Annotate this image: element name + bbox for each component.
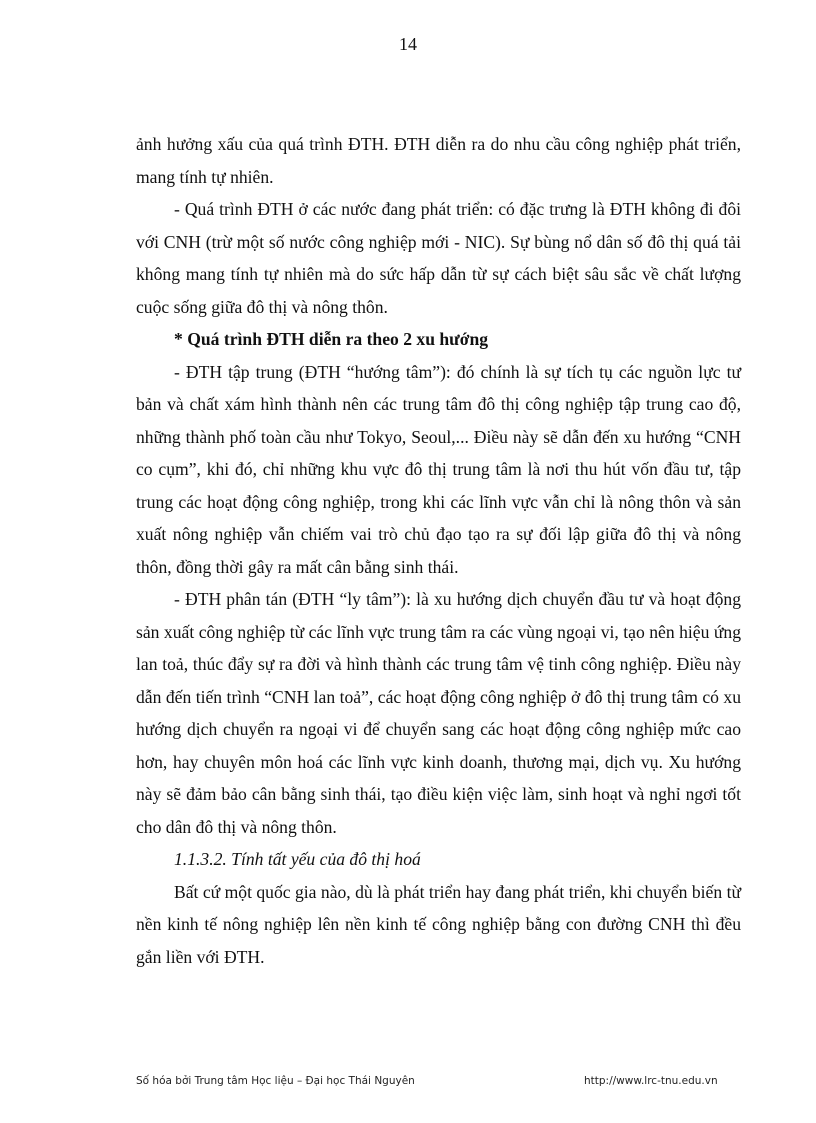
footer-url: http://www.lrc-tnu.edu.vn — [584, 1075, 718, 1087]
subsection-heading: 1.1.3.2. Tính tất yếu của đô thị hoá — [174, 849, 421, 869]
section-heading-trends: * Quá trình ĐTH diễn ra theo 2 xu hướng — [174, 329, 489, 349]
paragraph-2: - Quá trình ĐTH ở các nước đang phát triển: có đặc trưng là ĐTH không đi đôi với CNH (trừ một số nước công nghiệp mới - NIC). Sự bùng nổ dân số đô thị quá tải không mang tính tự nhiên mà do sức hấp dẫn từ sự cách biệt sâu sắc về chất lượng cuộc sống giữa đô thị và nông thôn. — [136, 199, 741, 317]
page-number: 14 — [399, 34, 417, 54]
paragraph-5: Bất cứ một quốc gia nào, dù là phát triển hay đang phát triển, khi chuyển biến từ nền kinh tế nông nghiệp lên nền kinh tế công nghiệp bằng con đường CNH thì đều gắn liền với ĐTH. — [136, 881, 741, 967]
footer-credit: Số hóa bởi Trung tâm Học liệu – Đại học Thái Nguyên — [136, 1075, 415, 1087]
paragraph-3: - ĐTH tập trung (ĐTH “hướng tâm”): đó chính là sự tích tụ các nguồn lực tư bản và chất xám hình thành nên các trung tâm đô thị công nghiệp tập trung cao độ, những thành phố toàn cầu như Tokyo, Seoul,... Điều này sẽ dẫn đến xu hướng “CNH co cụm”, khi đó, chỉ những khu vực đô thị trung tâm là nơi thu hút vốn đầu tư, tập trung các hoạt động công nghiệp, trong khi các lĩnh vực vẫn chỉ là nông thôn và sản xuất nông nghiệp vẫn chiếm vai trò chủ đạo tạo ra sự đối lập giữa đô thị và nông thôn, đồng thời gây ra mất cân bằng sinh thái. — [136, 361, 741, 577]
body-text — [136, 128, 741, 973]
paragraph-4: - ĐTH phân tán (ĐTH “ly tâm”): là xu hướng dịch chuyển đầu tư và hoạt động sản xuất công nghiệp từ các lĩnh vực trung tâm ra các vùng ngoại vi, tạo nên hiệu ứng lan toả, thúc đẩy sự ra đời và hình thành các trung tâm vệ tinh công nghiệp. Điều này dẫn đến tiến trình “CNH lan toả”, các hoạt động công nghiệp ở đô thị trung tâm có xu hướng dịch chuyển ra ngoại vi để chuyển sang các hoạt động công nghiệp mức cao hơn, hay chuyên môn hoá các lĩnh vực kinh doanh, thương mại, dịch vụ. Xu hướng này sẽ đảm bảo cân bằng sinh thái, tạo điều kiện việc làm, sinh hoạt và nghỉ ngơi tốt cho dân đô thị và nông thôn. — [136, 589, 741, 837]
paragraph-1: ảnh hưởng xấu của quá trình ĐTH. ĐTH diễn ra do nhu cầu công nghiệp phát triển, mang tính tự nhiên. — [136, 134, 741, 187]
